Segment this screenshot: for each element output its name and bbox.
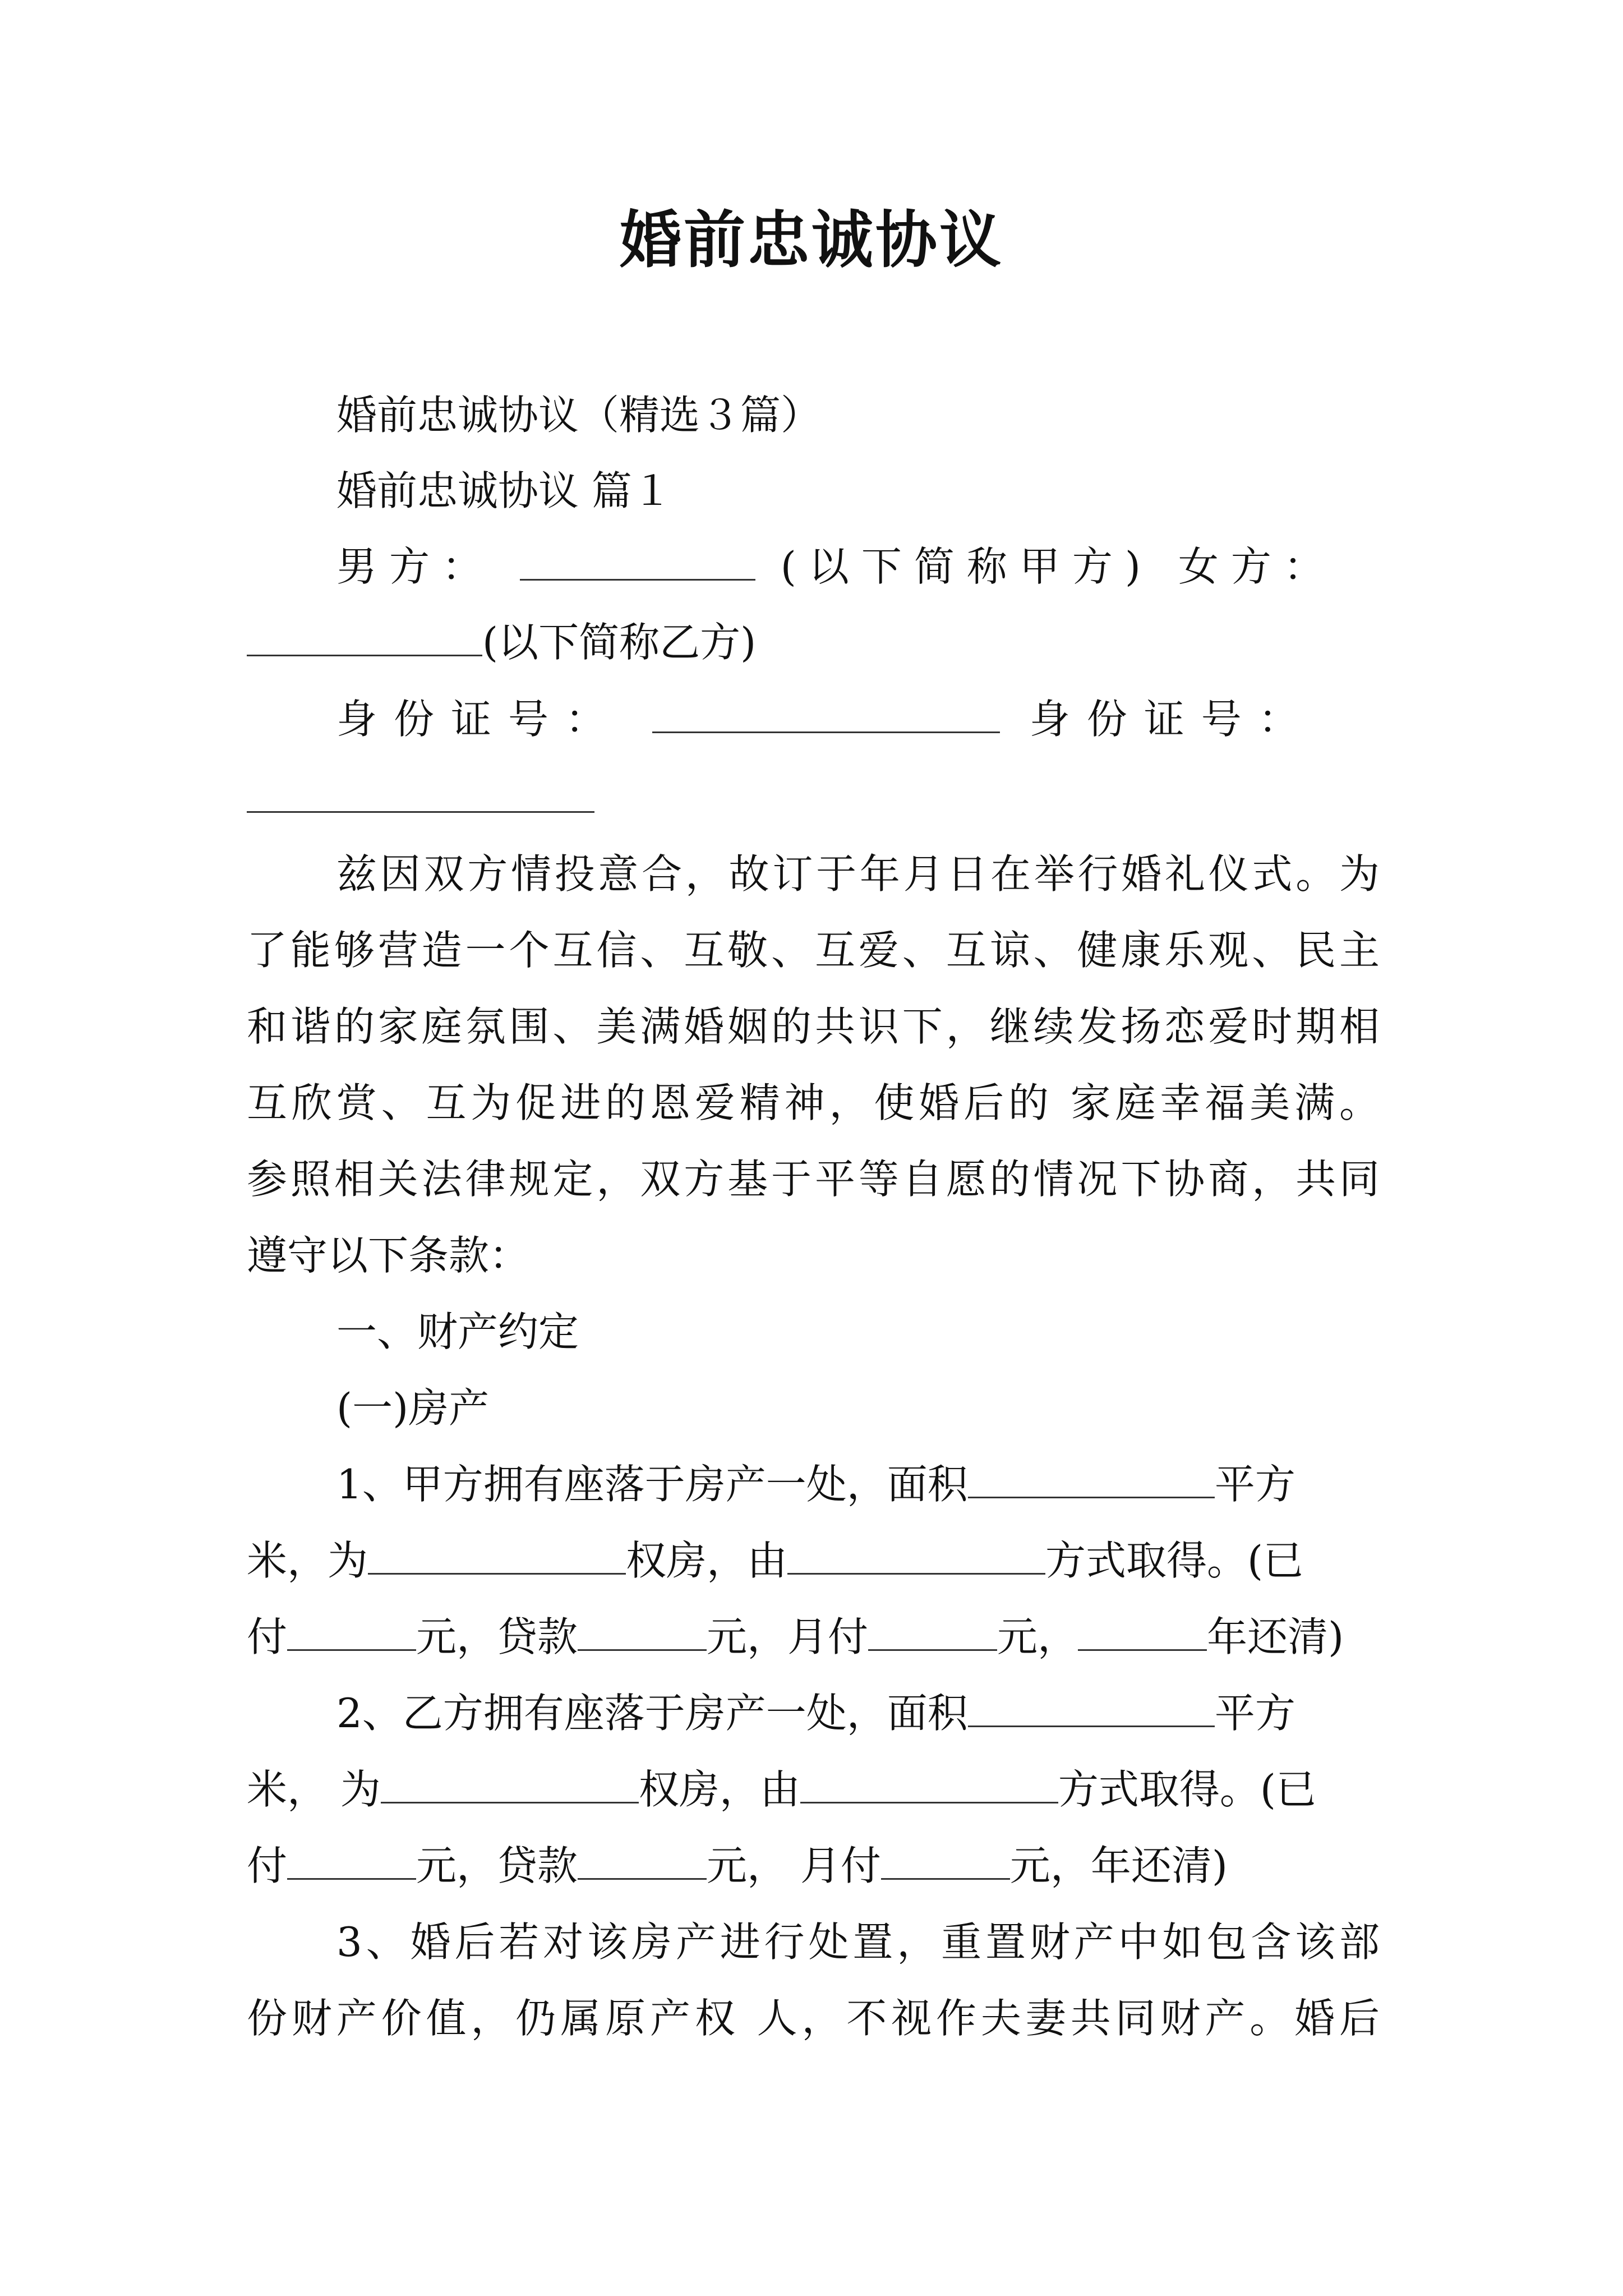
clause2-text-a: 2、乙方拥有座落于房产一处，面积 <box>336 1690 968 1737</box>
heading-real-estate: (一)房产 <box>336 1384 490 1432</box>
party-line <box>336 539 1380 595</box>
clause1-text-h: 元，月付 <box>707 1613 869 1660</box>
clause2-text-i: 元，年还清) <box>1009 1842 1228 1889</box>
male-label: 男方： <box>336 543 495 590</box>
clause2-text-g: 元，贷款 <box>416 1842 578 1889</box>
intro-line-6: 遵守以下条款： <box>247 1232 530 1279</box>
clause2-text-h: 元， 月付 <box>707 1842 881 1889</box>
document-title: 婚前忠诚协议 <box>620 204 1003 276</box>
clause2-line-2 <box>247 1761 1380 1818</box>
clause2-text-b: 平方 <box>1214 1690 1295 1737</box>
clause2-text-e: 方式取得。(已 <box>1058 1766 1316 1813</box>
abbr-a: (以下简称甲方) <box>780 543 1153 590</box>
clause1-text-d: 权房，由 <box>626 1537 788 1584</box>
id-line <box>336 691 1380 747</box>
area-blank <box>968 1456 1215 1498</box>
clause2-text-c: 米， 为 <box>247 1766 381 1813</box>
clause1-text-f: 付 <box>247 1613 288 1660</box>
paid-blank <box>287 1609 416 1651</box>
clause3-line-1: 3、婚后若对该房产进行处置，重置财产中如包含该部 <box>336 1918 1380 1966</box>
clause1-text-c: 米，为 <box>247 1537 368 1584</box>
intro-line-2: 了能够营造一个互信、互敬、互爱、互谅、健康乐观、民主 <box>247 927 1380 974</box>
intro-line-1: 兹因双方情投意合，故订于年月日在举行婚礼仪式。为 <box>336 850 1380 898</box>
clause1-text-j: 年还清) <box>1207 1613 1344 1660</box>
clause1-text-e: 方式取得。(已 <box>1045 1537 1304 1584</box>
area-blank-2 <box>968 1685 1215 1727</box>
paid-blank-2 <box>287 1838 416 1880</box>
male-name-blank <box>520 539 755 581</box>
heading-property: 一、财产约定 <box>336 1308 579 1355</box>
id-b-blank <box>247 811 594 813</box>
id-label-b: 身份证号： <box>1029 696 1316 743</box>
monthly-blank-2 <box>881 1838 1010 1880</box>
acquire-method-blank-2 <box>800 1761 1058 1803</box>
clause1-line-3 <box>247 1609 1380 1665</box>
property-type-blank <box>368 1533 626 1575</box>
clause1-text-b: 平方 <box>1214 1461 1295 1508</box>
abbr-b: (以下简称乙方) <box>482 619 757 666</box>
clause1-line-1 <box>336 1456 1380 1512</box>
years-blank <box>1078 1609 1207 1651</box>
female-label: 女方： <box>1178 543 1336 590</box>
clause2-text-d: 权房，由 <box>638 1766 800 1813</box>
subtitle: 婚前忠诚协议（精选３篇） <box>336 392 822 439</box>
clause2-text-f: 付 <box>247 1842 288 1889</box>
clause3-line-2: 份财产价值，仍属原产权 人，不视作夫妻共同财产。婚后 <box>247 1995 1380 2042</box>
property-type-blank-2 <box>381 1761 639 1803</box>
loan-blank-2 <box>578 1838 707 1880</box>
clause1-text-i: 元， <box>997 1613 1078 1660</box>
clause1-text-g: 元，贷款 <box>416 1613 578 1660</box>
party-line-2 <box>247 614 1380 670</box>
clause2-line-3 <box>247 1838 1380 1894</box>
clause1-line-2 <box>247 1533 1380 1589</box>
section-heading: 婚前忠诚协议 篇１ <box>336 467 672 514</box>
monthly-blank <box>868 1609 997 1651</box>
loan-blank <box>578 1609 707 1651</box>
clause2-line-1 <box>336 1685 1380 1741</box>
acquire-method-blank <box>787 1533 1045 1575</box>
intro-line-3: 和谐的家庭氛围、美满婚姻的共识下，继续发扬恋爱时期相 <box>247 1003 1380 1050</box>
intro-line-5: 参照相关法律规定，双方基于平等自愿的情况下协商，共同 <box>247 1156 1380 1203</box>
clause1-text-a: 1、甲方拥有座落于房产一处，面积 <box>336 1461 968 1508</box>
id-a-blank <box>652 691 1000 733</box>
intro-line-4: 互欣赏、互为促进的恩爱精神，使婚后的 家庭幸福美满。 <box>247 1079 1380 1126</box>
id-label-a: 身份证号： <box>336 696 623 743</box>
female-name-blank <box>247 614 482 656</box>
